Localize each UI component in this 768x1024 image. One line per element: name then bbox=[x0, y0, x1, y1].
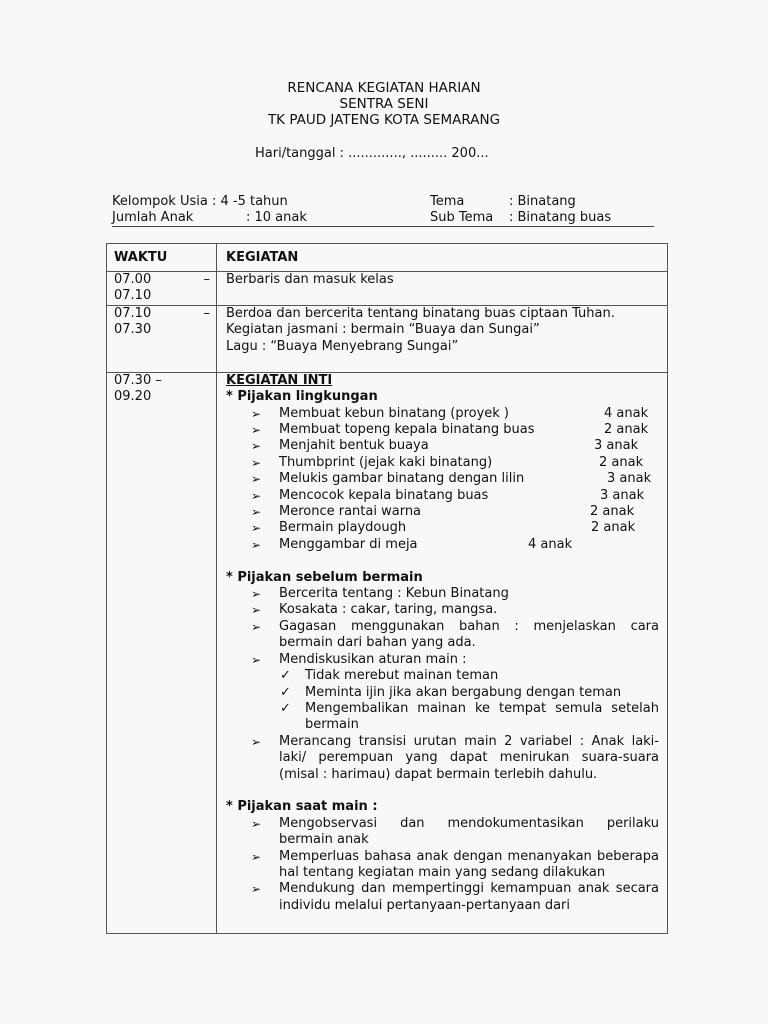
pijakan-saat-heading: * Pijakan saat main : bbox=[226, 799, 378, 815]
activity-count: 3 anak bbox=[600, 487, 645, 503]
time-end: 09.20 bbox=[114, 389, 152, 405]
activity-line: Lagu : “Buaya Menyebrang Sungai” bbox=[226, 338, 459, 354]
time-start: 07.00 bbox=[114, 272, 152, 287]
arrow-bullet-icon: ➢ bbox=[251, 603, 262, 618]
kelompok-usia: Kelompok Usia : 4 -5 tahun bbox=[112, 194, 288, 209]
activity-name: Thumbprint (jejak kaki binatang) bbox=[279, 454, 493, 470]
time-end: 07.30 bbox=[114, 322, 152, 338]
activity-count: 4 anak bbox=[528, 536, 573, 552]
activity-text: Berbaris dan masuk kelas bbox=[226, 272, 394, 287]
activity-name: Bermain playdough bbox=[279, 520, 407, 536]
activity-cell bbox=[217, 372, 668, 933]
divider bbox=[112, 226, 654, 227]
arrow-bullet-icon: ➢ bbox=[251, 587, 262, 602]
date-line: Hari/tanggal : ............., ......... 200... bbox=[255, 146, 489, 161]
activity-count: 2 anak bbox=[590, 504, 635, 520]
list-text: Merancang transisi urutan main 2 variabel : Anak laki-laki/ perempuan yang dapat menirukan suara-suara (misal : harimau) dapat bermain terlebih dahulu. bbox=[279, 733, 659, 782]
arrow-bullet-icon: ➢ bbox=[251, 882, 262, 897]
activity-count: 2 anak bbox=[604, 422, 649, 438]
list-item bbox=[226, 520, 659, 536]
saat-list bbox=[226, 816, 659, 914]
activity-name: Mencocok kepala binatang buas bbox=[279, 487, 489, 503]
list-text: Mendiskusikan aturan main : bbox=[279, 651, 467, 667]
list-item bbox=[226, 849, 659, 882]
transisi-list bbox=[226, 734, 659, 783]
doc-subtitle: SENTRA SENI bbox=[339, 96, 429, 112]
list-text: Mendukung dan mempertinggi kemampuan anak secara individu melalui pertanyaan-pertanyaan dari bbox=[279, 881, 659, 913]
list-item bbox=[226, 734, 659, 783]
arrow-bullet-icon: ➢ bbox=[251, 472, 262, 487]
table-row bbox=[107, 305, 668, 372]
list-item bbox=[226, 668, 659, 684]
time-start: 07.10 bbox=[114, 305, 152, 321]
arrow-bullet-icon: ➢ bbox=[251, 619, 262, 634]
list-text: Mengembalikan mainan ke tempat semula setelah bermain bbox=[305, 700, 659, 733]
tema-label: Tema bbox=[430, 194, 465, 209]
sebelum-list bbox=[226, 586, 659, 668]
list-item bbox=[226, 816, 659, 849]
school-name: TK PAUD JATENG KOTA SEMARANG bbox=[267, 112, 501, 128]
activity-count: 3 anak bbox=[594, 438, 639, 454]
subtema-value: : Binatang buas bbox=[509, 210, 612, 225]
activity-line: Kegiatan jasmani : bermain “Buaya dan Sungai” bbox=[226, 322, 540, 338]
list-item bbox=[226, 471, 659, 487]
jumlah-anak-label: Jumlah Anak bbox=[112, 210, 194, 225]
kegiatan-inti-heading: KEGIATAN INTI bbox=[226, 372, 333, 388]
activity-name: Membuat topeng kepala binatang buas bbox=[279, 422, 535, 438]
list-text: Gagasan menggunakan bahan : menjelaskan cara bermain dari bahan yang ada. bbox=[279, 618, 659, 651]
time-cell bbox=[107, 305, 217, 372]
activity-count: 2 anak bbox=[591, 520, 636, 536]
table-row bbox=[107, 272, 668, 306]
time-dash: – bbox=[203, 272, 210, 287]
pijakan-lingkungan-heading: * Pijakan lingkungan bbox=[226, 389, 378, 405]
arrow-bullet-icon: ➢ bbox=[251, 521, 262, 536]
jumlah-anak-value: : 10 anak bbox=[246, 210, 307, 225]
doc-title: RENCANA KEGIATAN HARIAN bbox=[287, 80, 481, 96]
tema-value: : Binatang bbox=[509, 194, 576, 209]
header-kegiatan: KEGIATAN bbox=[217, 244, 668, 272]
list-text: Tidak merebut mainan teman bbox=[305, 668, 499, 684]
time-dash: – bbox=[203, 305, 210, 321]
list-item bbox=[226, 586, 659, 602]
list-item bbox=[226, 652, 659, 668]
list-item bbox=[226, 537, 659, 553]
list-text: Mengobservasi dan mendokumentasikan perilaku bermain anak bbox=[279, 815, 659, 848]
aturan-list bbox=[226, 668, 659, 734]
time-cell bbox=[107, 272, 217, 306]
arrow-bullet-icon: ➢ bbox=[251, 406, 262, 421]
list-item bbox=[226, 455, 659, 471]
arrow-bullet-icon: ➢ bbox=[251, 537, 262, 552]
activity-line: Berdoa dan bercerita tentang binatang buas ciptaan Tuhan. bbox=[226, 305, 615, 321]
time-end: 07.10 bbox=[114, 288, 152, 304]
time-cell bbox=[107, 372, 217, 933]
activity-name: Meronce rantai warna bbox=[279, 504, 422, 520]
activity-name: Membuat kebun binatang (proyek ) bbox=[279, 405, 510, 421]
schedule-table bbox=[106, 243, 668, 934]
arrow-bullet-icon: ➢ bbox=[251, 734, 262, 749]
activity-name: Melukis gambar binatang dengan lilin bbox=[279, 471, 525, 487]
arrow-bullet-icon: ➢ bbox=[251, 816, 262, 831]
list-item bbox=[226, 602, 659, 618]
list-item bbox=[226, 881, 659, 914]
list-text: Memperluas bahasa anak dengan menanyakan beberapa hal tentang kegiatan main yang sedang dilakukan bbox=[279, 848, 659, 880]
activity-cell bbox=[217, 272, 668, 306]
check-icon: ✓ bbox=[280, 684, 291, 700]
list-item bbox=[226, 685, 659, 701]
list-text: Kosakata : cakar, taring, mangsa. bbox=[279, 602, 498, 618]
time-start: 07.30 – bbox=[114, 372, 162, 388]
subtema-label: Sub Tema bbox=[430, 210, 494, 225]
activity-name: Menggambar di meja bbox=[279, 536, 418, 552]
table-header-row bbox=[107, 244, 668, 272]
list-item bbox=[226, 438, 659, 454]
check-icon: ✓ bbox=[280, 700, 291, 716]
activity-name: Menjahit bentuk buaya bbox=[279, 438, 429, 454]
activity-count: 3 anak bbox=[607, 471, 652, 487]
arrow-bullet-icon: ➢ bbox=[251, 488, 262, 503]
table-row bbox=[107, 372, 668, 933]
arrow-bullet-icon: ➢ bbox=[251, 455, 262, 470]
list-item bbox=[226, 422, 659, 438]
lingkungan-list bbox=[226, 406, 659, 554]
list-text: Bercerita tentang : Kebun Binatang bbox=[279, 586, 509, 602]
arrow-bullet-icon: ➢ bbox=[251, 849, 262, 864]
arrow-bullet-icon: ➢ bbox=[251, 505, 262, 520]
list-text: Meminta ijin jika akan bergabung dengan teman bbox=[305, 684, 622, 700]
list-item bbox=[226, 619, 659, 652]
check-icon: ✓ bbox=[280, 668, 291, 684]
header-waktu: WAKTU bbox=[107, 244, 217, 272]
list-item bbox=[226, 406, 659, 422]
activity-count: 2 anak bbox=[599, 454, 644, 470]
activity-count: 4 anak bbox=[604, 405, 649, 421]
activity-cell bbox=[217, 305, 668, 372]
list-item bbox=[226, 701, 659, 734]
arrow-bullet-icon: ➢ bbox=[251, 423, 262, 438]
list-item bbox=[226, 488, 659, 504]
list-item bbox=[226, 504, 659, 520]
pijakan-sebelum-heading: * Pijakan sebelum bermain bbox=[226, 569, 423, 585]
arrow-bullet-icon: ➢ bbox=[251, 652, 262, 667]
arrow-bullet-icon: ➢ bbox=[251, 439, 262, 454]
